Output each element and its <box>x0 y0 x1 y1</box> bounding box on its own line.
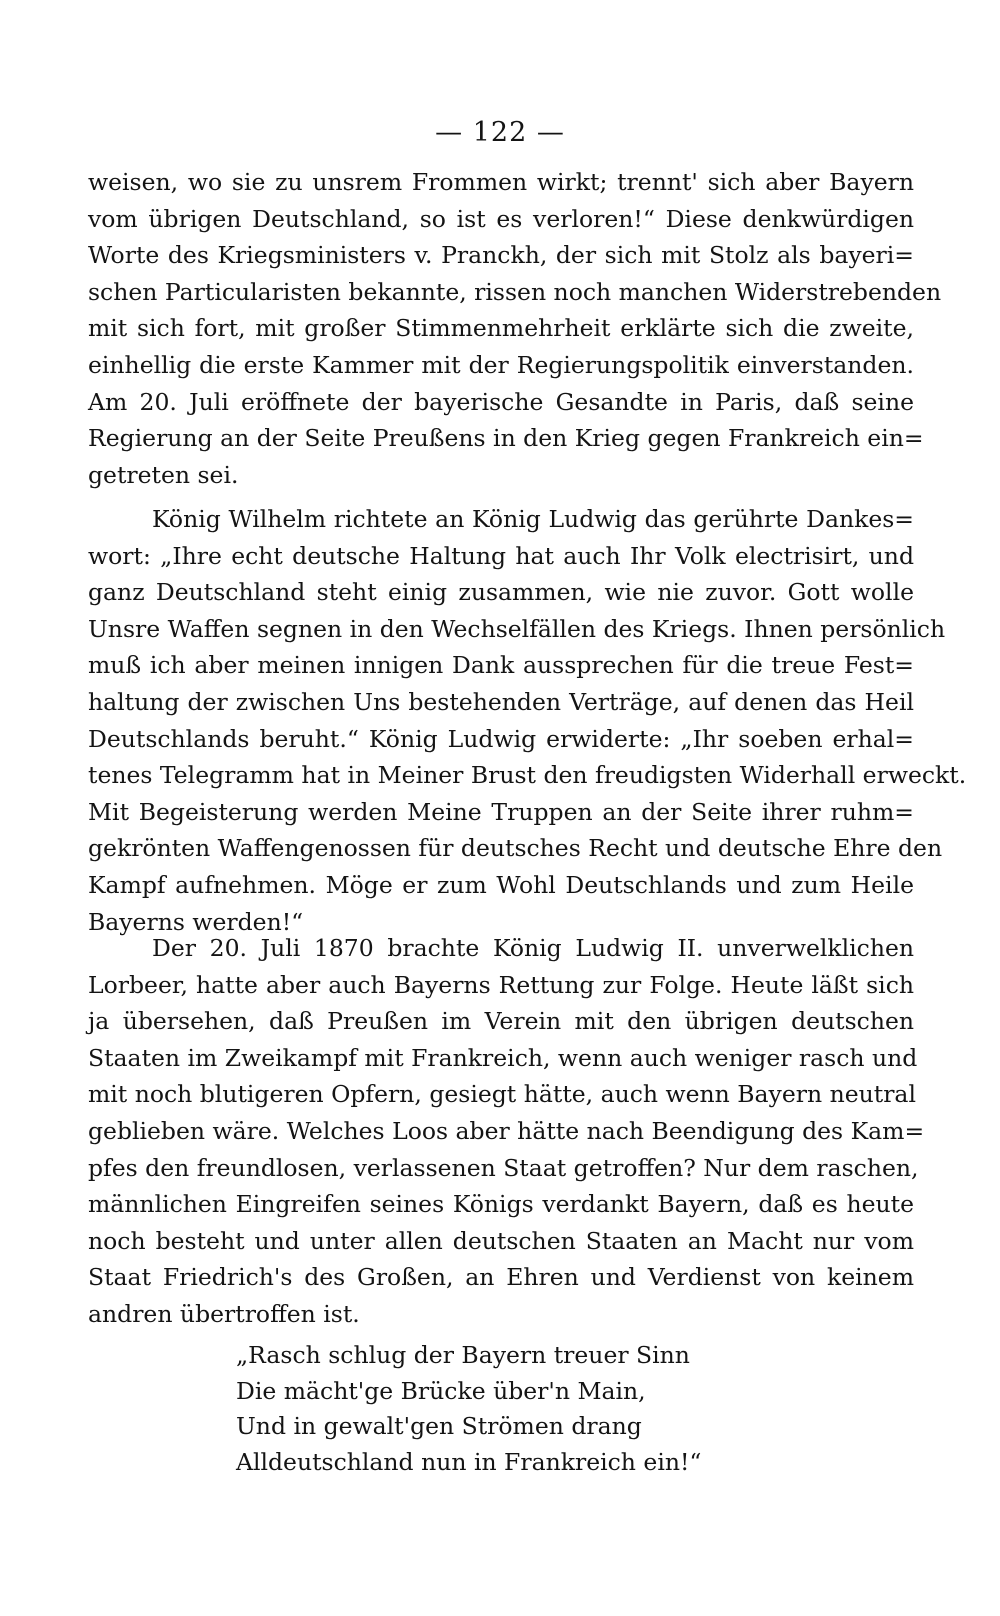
text-line: Regierung an der Seite Preußens in den Krieg gegen Frankreich ein= <box>88 424 924 453</box>
paragraph-3 <box>88 930 925 1333</box>
verse-line: Alldeutschland nun in Frankreich ein!“ <box>236 1447 702 1476</box>
text-line: getreten sei. <box>88 460 239 489</box>
text-line: geblieben wäre. Welches Loos aber hätte nach Beendigung des Kam= <box>88 1116 925 1145</box>
paragraph-2 <box>88 501 967 940</box>
text-line: Worte des Kriegsministers v. Pranckh, der sich mit Stolz als bayeri= <box>88 241 914 270</box>
text-line: Kampf aufnehmen. Möge er zum Wohl Deutschlands und zum Heile <box>88 870 914 899</box>
verse-line: Und in gewalt'gen Strömen drang <box>236 1412 642 1440</box>
text-line: Am 20. Juli eröffnete der bayerische Gesandte in Paris, daß seine <box>88 387 914 416</box>
text-line: Staaten im Zweikampf mit Frankreich, wenn auch weniger rasch und <box>88 1043 918 1072</box>
text-line: mit sich fort, mit großer Stimmenmehrheit erklärte sich die zweite, <box>88 314 914 343</box>
text-line: gekrönten Waffengenossen für deutsches Recht und deutsche Ehre den <box>88 834 943 863</box>
verse-quote <box>236 1338 796 1480</box>
text-line: haltung der zwischen Uns bestehenden Verträge, auf denen das Heil <box>88 687 914 716</box>
text-line: Unsre Waffen segnen in den Wechselfällen des Kriegs. Ihnen persönlich <box>88 614 946 643</box>
text-line: männlichen Eingreifen seines Königs verdankt Bayern, daß es heute <box>88 1190 914 1219</box>
text-line: Lorbeer, hatte aber auch Bayerns Rettung zur Folge. Heute läßt sich <box>88 970 914 999</box>
text-line: wort: „Ihre echt deutsche Haltung hat auch Ihr Volk electrisirt, und <box>88 541 914 570</box>
text-line: König Wilhelm richtete an König Ludwig das gerührte Dankes= <box>152 505 914 533</box>
text-line: einhellig die erste Kammer mit der Regierungspolitik einverstanden. <box>88 350 914 379</box>
text-line: Mit Begeisterung werden Meine Truppen an der Seite ihrer ruhm= <box>88 797 914 826</box>
verse-line: Die mächt'ge Brücke über'n Main, <box>236 1376 646 1405</box>
text-line: mit noch blutigeren Opfern, gesiegt hätte, auch wenn Bayern neutral <box>88 1080 916 1109</box>
paragraph-1 <box>88 164 942 493</box>
text-line: Der 20. Juli 1870 brachte König Ludwig II. unverwelklichen <box>152 934 914 962</box>
verse-line: „Rasch schlug der Bayern treuer Sinn <box>236 1341 690 1369</box>
text-line: ganz Deutschland steht einig zusammen, wie nie zuvor. Gott wolle <box>88 578 914 607</box>
text-line: ja übersehen, daß Preußen im Verein mit den übrigen deutschen <box>88 1007 914 1036</box>
text-line: muß ich aber meinen innigen Dank aussprechen für die treue Fest= <box>88 651 914 680</box>
page-number: — 122 — <box>435 117 565 148</box>
text-line: schen Particularisten bekannte, rissen noch manchen Widerstrebenden <box>88 277 942 306</box>
text-line: tenes Telegramm hat in Meiner Brust den freudigsten Widerhall erweckt. <box>88 761 967 790</box>
text-line: Bayerns werden!“ <box>88 907 304 936</box>
text-line: vom übrigen Deutschland, so ist es verloren!“ Diese denkwürdigen <box>88 204 914 233</box>
text-line: Staat Friedrich's des Großen, an Ehren und Verdienst von keinem <box>88 1263 914 1292</box>
text-line: noch besteht und unter allen deutschen Staaten an Macht nur vom <box>88 1226 914 1255</box>
text-line: Deutschlands beruht.“ König Ludwig erwiderte: „Ihr soeben erhal= <box>88 724 914 753</box>
text-line: weisen, wo sie zu unsrem Frommen wirkt; trennt' sich aber Bayern <box>88 168 914 196</box>
text-line: andren übertroffen ist. <box>88 1299 360 1328</box>
text-line: pfes den freundlosen, verlassenen Staat getroffen? Nur dem raschen, <box>88 1153 919 1182</box>
